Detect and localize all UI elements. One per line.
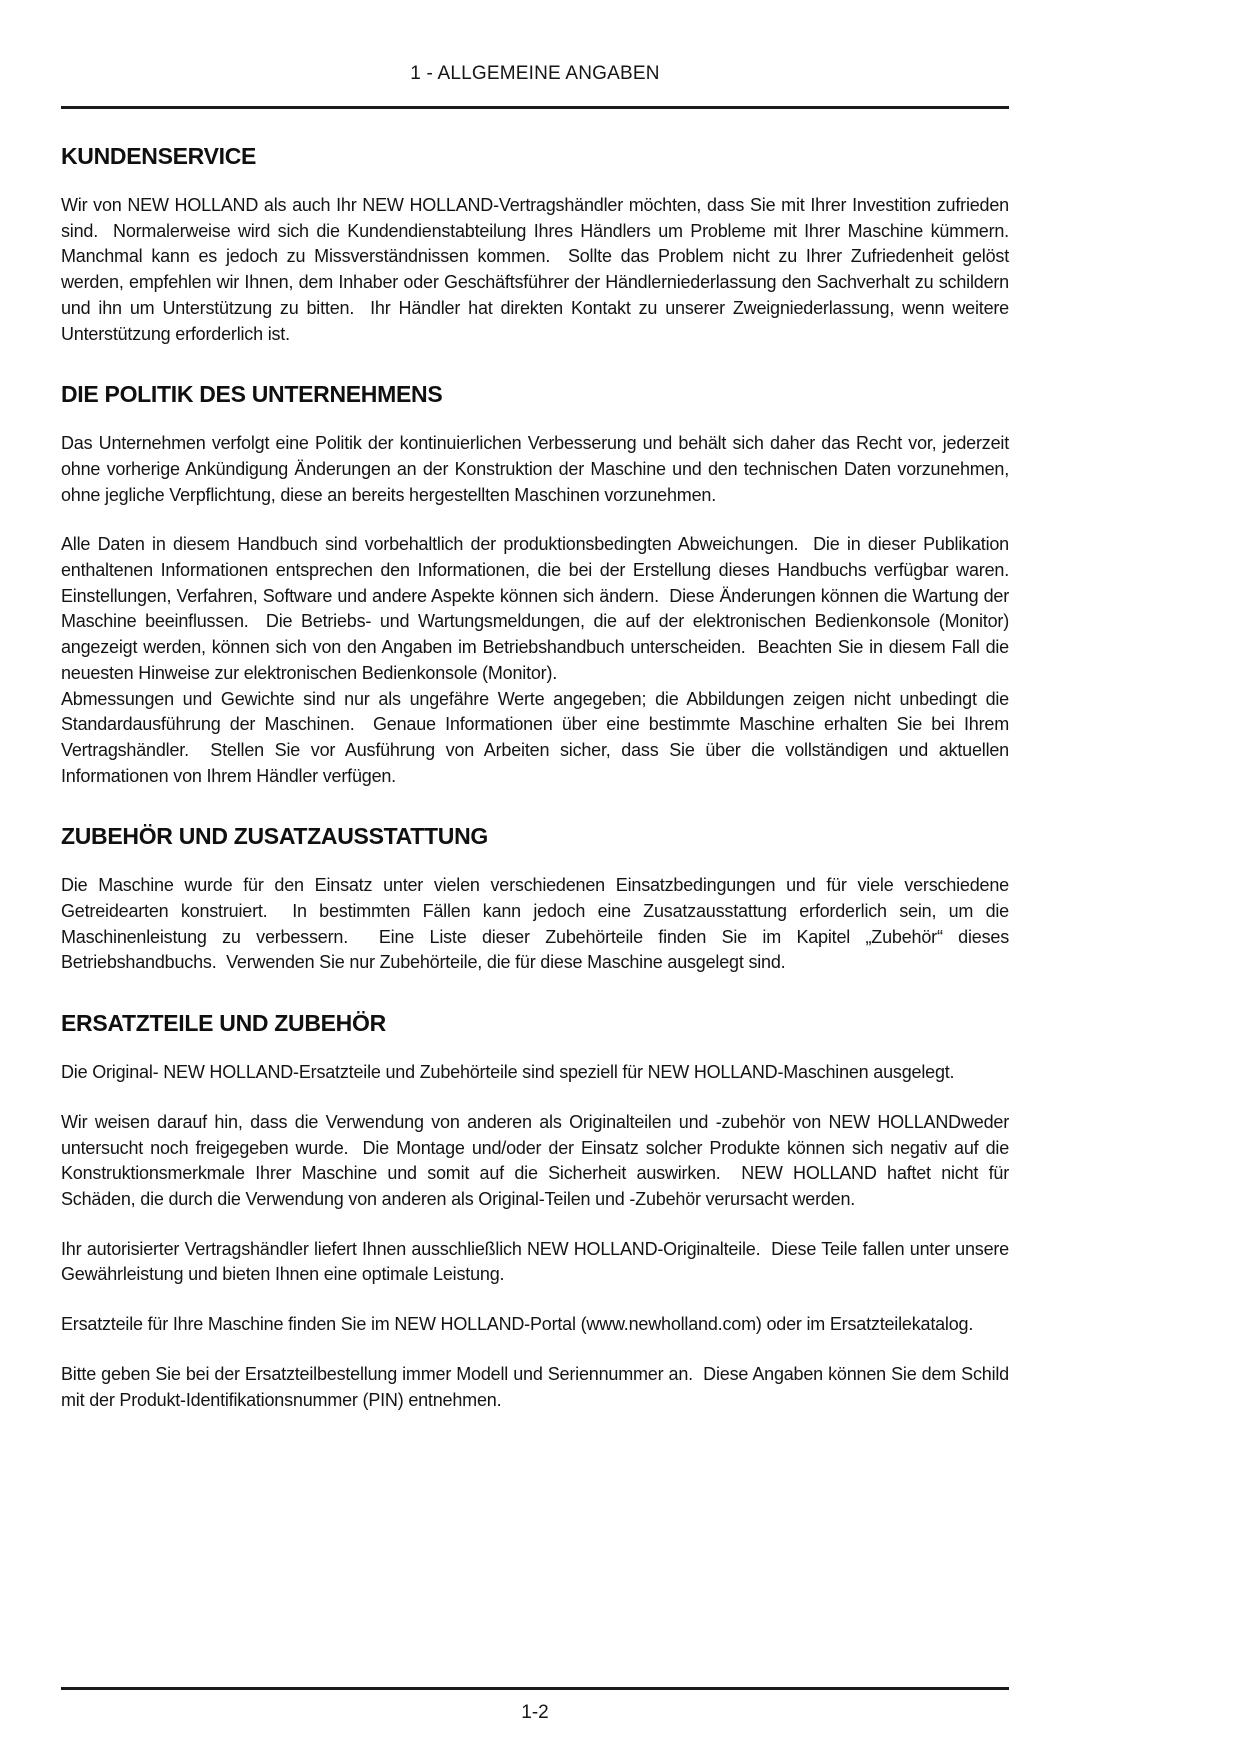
paragraph: Das Unternehmen verfolgt eine Politik der kontinuierlichen Verbesserung und behält sich daher das Recht vor, jederzeit ohne vorherige Ankündigung Änderungen an der Konstruktion der Maschine und den technischen Daten vorzunehmen, ohne jegliche Verpflichtung, diese an bereits hergestellten Maschinen vorzunehmen. <box>61 433 1014 505</box>
page-body <box>61 143 1019 1413</box>
paragraph: Bitte geben Sie bei der Ersatzteilbestellung immer Modell und Seriennummer an. Diese Angaben können Sie dem Schild mit der Produkt-Identifikationsnummer (PIN) entnehmen. <box>61 1363 1014 1410</box>
section-title: ERSATZTEILE UND ZUBEHÖR <box>61 1010 386 1037</box>
paragraph: Wir weisen darauf hin, dass die Verwendung von anderen als Originalteilen und -zubehör von NEW HOLLANDweder untersucht noch freigegeben wurde. Die Montage und/oder der Einsatz solcher Produkte können sich negativ auf die Konstruktionsmerkmale Ihrer Maschine und somit auf die Sicherheit auswirken. NEW HOLLAND haftet nicht für Schäden, die durch die Verwendung von anderen als Original-Teilen und -Zubehör verursacht werden. <box>61 1111 1014 1209</box>
footer-rule <box>61 1687 1009 1690</box>
section <box>61 1010 1014 1413</box>
header-rule <box>61 106 1009 109</box>
section-title: ZUBEHÖR UND ZUSATZAUSSTATTUNG <box>61 823 488 850</box>
section <box>61 823 1014 976</box>
paragraph: Die Original- NEW HOLLAND-Ersatzteile und Zubehörteile sind speziell für NEW HOLLAND-Maschinen ausgelegt. <box>61 1062 955 1083</box>
paragraph: Abmessungen und Gewichte sind nur als ungefähre Werte angegeben; die Abbildungen zeigen nicht unbedingt die Standardausführung der Maschinen. Genaue Informationen über eine bestimmte Maschine erhalten Sie bei Ihrem Vertragshändler. Stellen Sie vor Ausführung von Arbeiten sicher, dass Sie über die vollständigen und aktuellen Informationen von Ihrem Händler verfügen. <box>61 688 1014 786</box>
section-title: DIE POLITIK DES UNTERNEHMENS <box>61 381 443 408</box>
paragraph: Alle Daten in diesem Handbuch sind vorbehaltlich der produktionsbedingten Abweichungen. Die in dieser Publikation enthaltenen Informationen entsprechen den Informationen, die bei der Erstellung dieses Handbuchs verfügbar waren. Einstellungen, Verfahren, Software und andere Aspekte können sich ändern. Diese Änderungen können die Wartung der Maschine beeinflussen. Die Betriebs- und Wartungsmeldungen, die auf der elektronischen Bedienkonsole (Monitor) angezeigt werden, können sich von den Angaben im Betriebshandbuch unterscheiden. Beachten Sie in diesem Fall die neuesten Hinweise zur elektronischen Bedienkonsole (Monitor). <box>61 534 1019 683</box>
section-title: KUNDENSERVICE <box>61 143 257 169</box>
paragraph: Ersatzteile für Ihre Maschine finden Sie im NEW HOLLAND-Portal (www.newholland.com) oder im Ersatzteilekatalog. <box>61 1314 974 1335</box>
paragraph: Die Maschine wurde für den Einsatz unter vielen verschiedenen Einsatzbedingungen und für viele verschiedene Getreidearten konstruiert. In bestimmten Fällen kann jedoch eine Zusatzausstattung erforderlich sein, um die Maschinenleistung zu verbessern. Eine Liste dieser Zubehörteile finden Sie im Kapitel „Zubehör“ dieses Betriebshandbuchs. Verwenden Sie nur Zubehörteile, die für diese Maschine ausgelegt sind. <box>61 875 1014 973</box>
running-header: 1 - ALLGEMEINE ANGABEN <box>410 63 660 84</box>
page-content <box>61 62 1019 1413</box>
section <box>61 143 1019 347</box>
paragraph: Ihr autorisierter Vertragshändler liefert Ihnen ausschließlich NEW HOLLAND-Originalteile. Diese Teile fallen unter unsere Gewährleistung und bieten Ihnen eine optimale Leistung. <box>61 1238 1014 1285</box>
paragraph: Wir von NEW HOLLAND als auch Ihr NEW HOLLAND-Vertragshändler möchten, dass Sie mit Ihrer Investition zufrieden sind. Normalerweise wird sich die Kundendienstabteilung Ihres Händlers um Probleme mit Ihrer Maschine kümmern. Manchmal kann es jedoch zu Missverständnissen kommen. Sollte das Problem nicht zu Ihrer Zufriedenheit gelöst werden, empfehlen wir Ihnen, dem Inhaber oder Geschäftsführer der Händlerniederlassung den Sachverhalt zu schildern und ihn um Unterstützung zu bitten. Ihr Händler hat direkten Kontakt zu unserer Zweigniederlassung, wenn weitere Unterstützung erforderlich ist. <box>61 195 1019 344</box>
page-number: 1-2 <box>521 1702 549 1723</box>
section <box>61 381 1019 789</box>
